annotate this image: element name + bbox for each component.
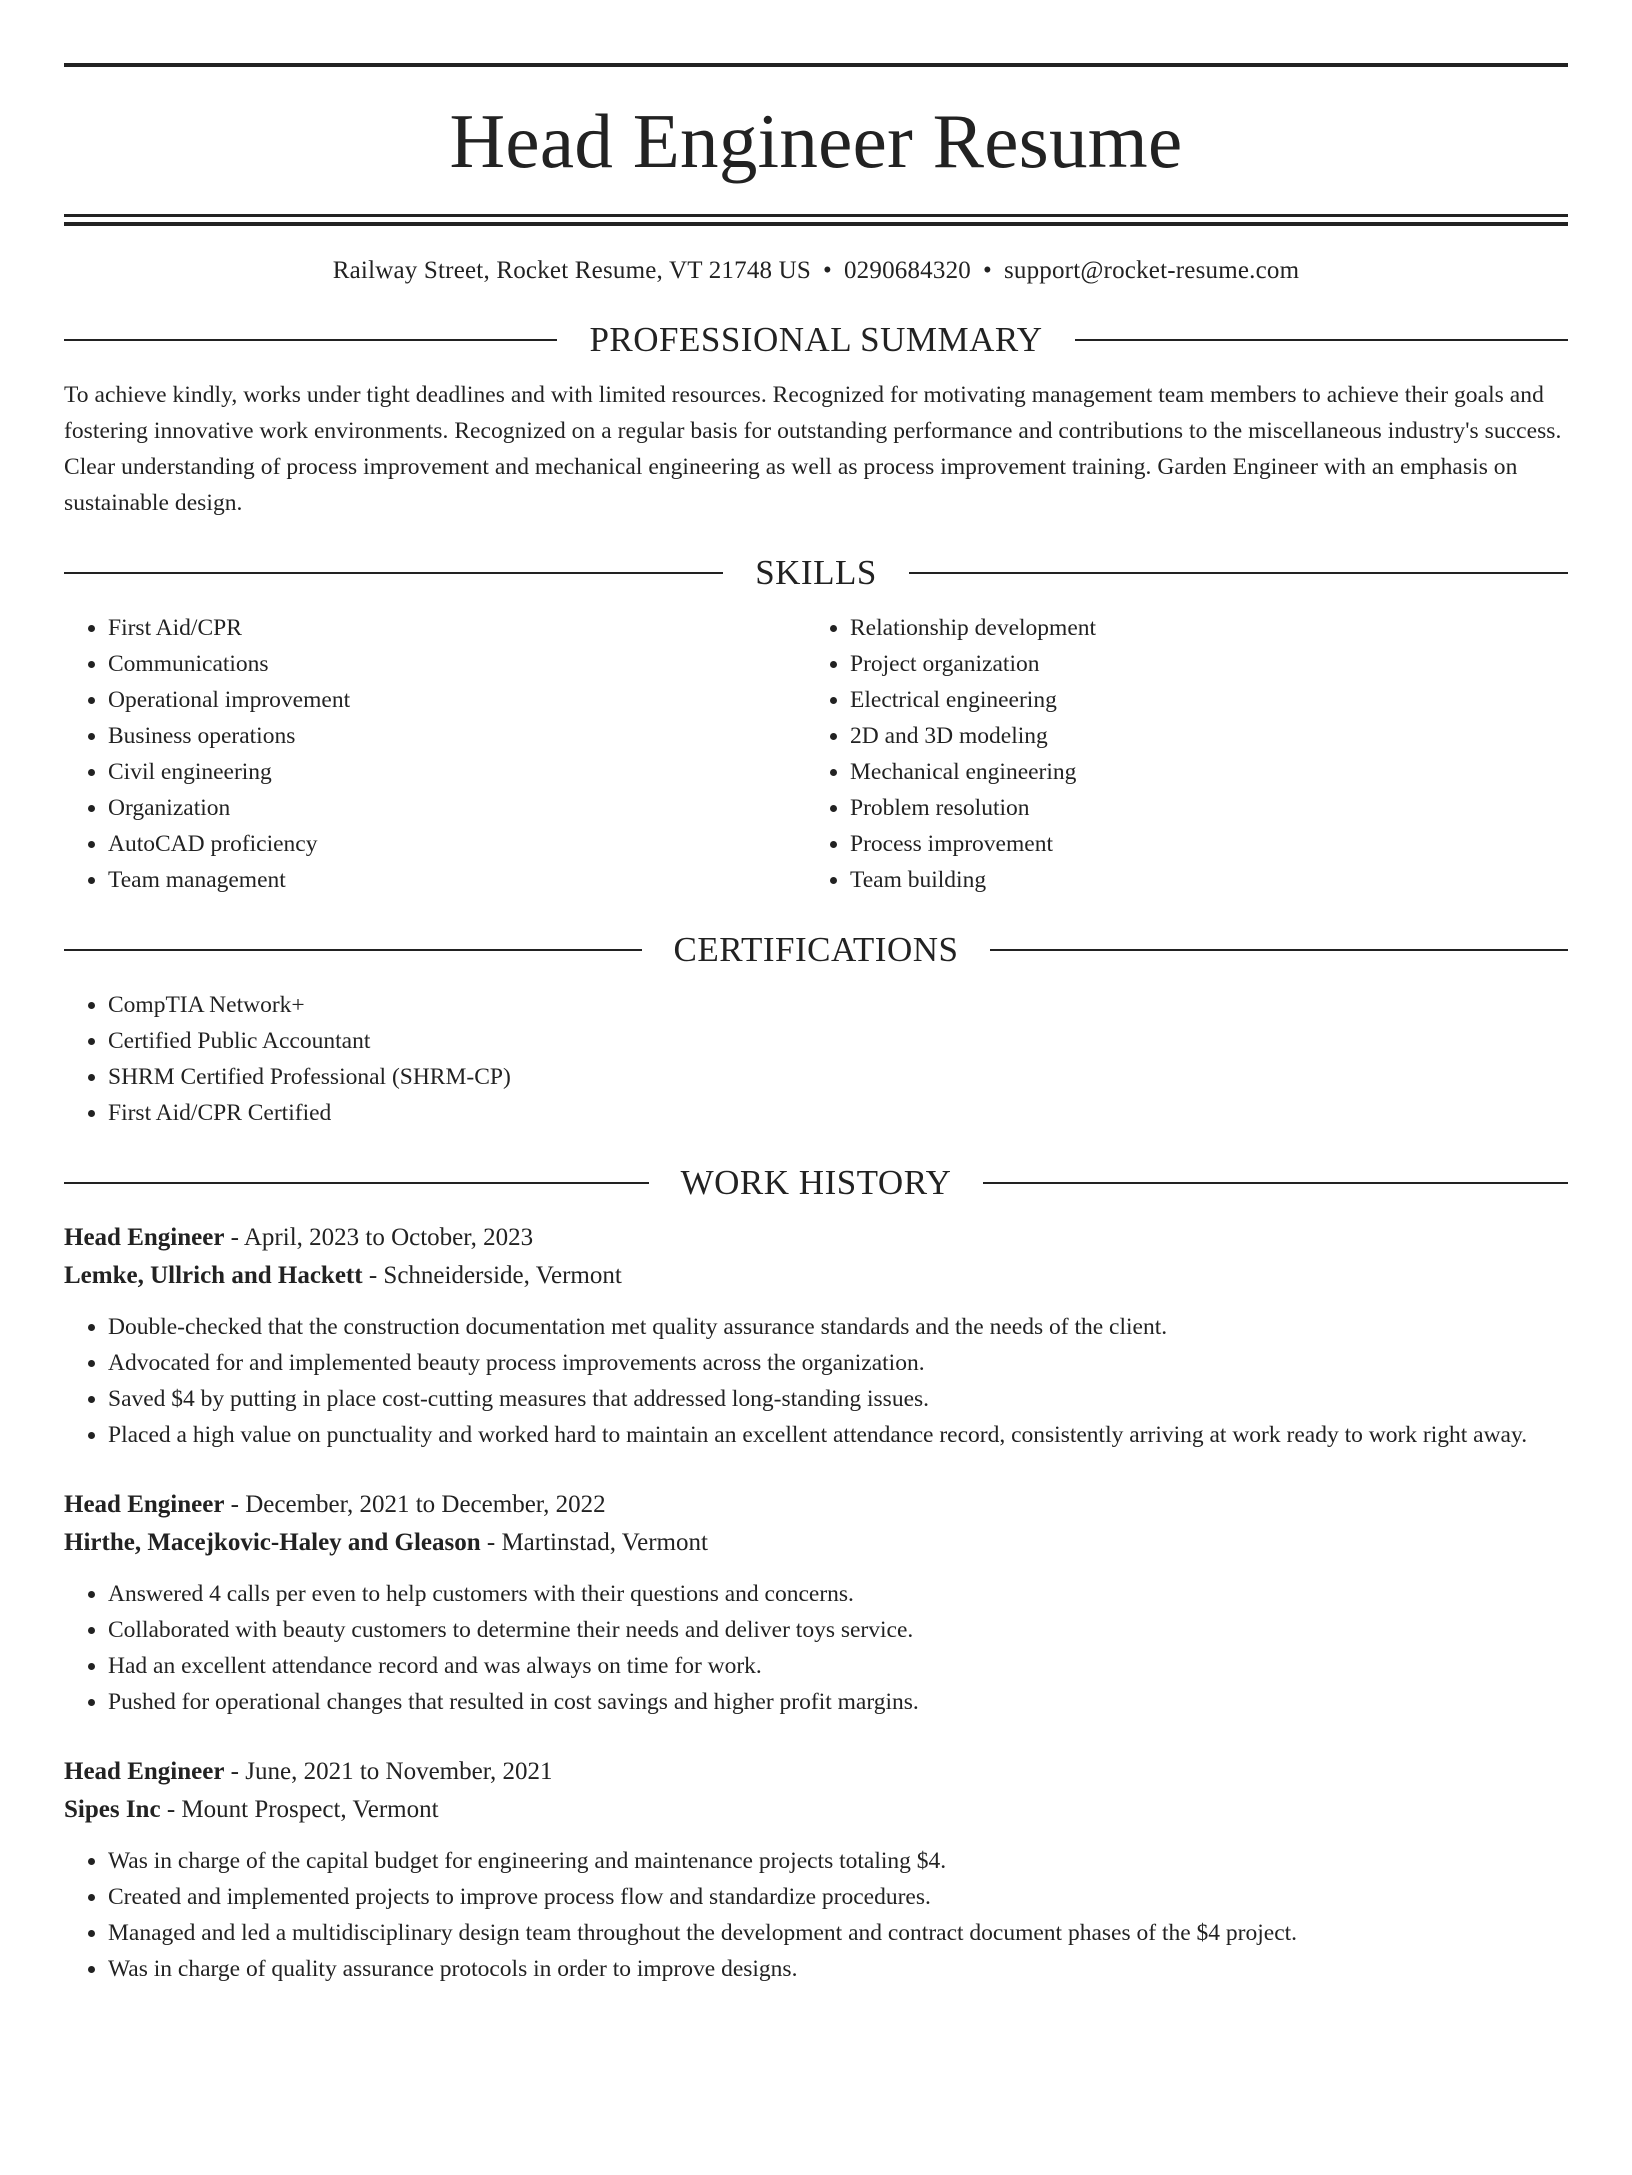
- section-header-certifications: [64, 930, 1568, 970]
- skill-item: • Business operations: [108, 718, 806, 754]
- job-bullet: • Created and implemented projects to improve process flow and standardize procedures.: [108, 1879, 1568, 1915]
- skills-column-right: [806, 610, 1548, 898]
- job-dates: - April, 2023 to October, 2023: [224, 1224, 534, 1251]
- skill-item: • Process improvement: [850, 826, 1548, 862]
- job-company-line: [64, 1257, 1568, 1295]
- job-bullets: [64, 1309, 1568, 1453]
- section-title-work-history: WORK HISTORY: [680, 1163, 952, 1202]
- job-bullet: • Had an excellent attendance record and was always on time for work.: [108, 1648, 1568, 1684]
- certifications-block: [64, 987, 1568, 1131]
- job-bullet: • Placed a high value on punctuality and worked hard to maintain an excellent attendance record, consistently arriving at work ready to work right away.: [108, 1417, 1568, 1453]
- job-bullet: • Answered 4 calls per even to help customers with their questions and concerns.: [108, 1576, 1568, 1612]
- job-bullet: • Managed and led a multidisciplinary design team throughout the development and contract document phases of the $4 project.: [108, 1915, 1568, 1951]
- skill-item: • Relationship development: [850, 610, 1548, 646]
- job-company-line: [64, 1791, 1568, 1829]
- skills-list-left: [64, 610, 806, 898]
- job-bullet: • Advocated for and implemented beauty process improvements across the organization.: [108, 1345, 1568, 1381]
- job-company-line: [64, 1524, 1568, 1562]
- skill-item: • Team management: [108, 862, 806, 898]
- summary-text: To achieve kindly, works under tight deadlines and with limited resources. Recognized for motivating management team members to achieve their goals and fostering innovative work environments. Recognized on a regular basis for outstanding performance and contributions to the miscellaneous industry's success. Clear understanding of process improvement and mechanical engineering as well as process improvement training. Garden Engineer with an emphasis on sustainable design.: [64, 382, 1562, 516]
- job-bullets: [64, 1843, 1568, 1987]
- contact-email: support@rocket-resume.com: [1003, 257, 1300, 284]
- section-rule-left: [64, 949, 642, 951]
- resume-title: Head Engineer Resume: [449, 98, 1183, 184]
- job-title-line: [64, 1753, 1568, 1791]
- job-dates: - June, 2021 to November, 2021: [224, 1758, 553, 1785]
- section-header-skills: [64, 553, 1568, 593]
- job-entry: [64, 1219, 1568, 1453]
- skill-item: • Project organization: [850, 646, 1548, 682]
- skill-item: • Mechanical engineering: [850, 754, 1548, 790]
- job-entry: [64, 1486, 1568, 1720]
- job-bullet: • Pushed for operational changes that resulted in cost savings and higher profit margins.: [108, 1684, 1568, 1720]
- section-title-certifications: CERTIFICATIONS: [673, 930, 959, 969]
- job-role: Head Engineer: [64, 1491, 225, 1518]
- skill-item: • Electrical engineering: [850, 682, 1548, 718]
- skill-item: • Team building: [850, 862, 1548, 898]
- job-bullet: • Was in charge of quality assurance protocols in order to improve designs.: [108, 1951, 1568, 1987]
- job-bullet: • Saved $4 by putting in place cost-cutting measures that addressed long-standing issues.: [108, 1381, 1568, 1417]
- section-rule-left: [64, 1182, 649, 1184]
- certification-item: • First Aid/CPR Certified: [108, 1095, 1568, 1131]
- job-bullet: • Was in charge of the capital budget for engineering and maintenance projects totaling $4.: [108, 1843, 1568, 1879]
- job-title-line: [64, 1219, 1568, 1257]
- skills-list-right: [806, 610, 1548, 898]
- title-double-rule: [64, 214, 1568, 226]
- skill-item: • Civil engineering: [108, 754, 806, 790]
- resume-page: [0, 63, 1632, 2175]
- certification-item: • Certified Public Accountant: [108, 1023, 1568, 1059]
- contact-separator: •: [823, 257, 832, 284]
- section-rule-right: [990, 949, 1568, 951]
- job-role: Head Engineer: [64, 1224, 225, 1251]
- job-company: Lemke, Ullrich and Hackett: [64, 1262, 363, 1289]
- section-rule-right: [909, 572, 1568, 574]
- section-rule-left: [64, 339, 557, 341]
- job-location: - Schneiderside, Vermont: [362, 1262, 622, 1289]
- skills-grid: [64, 610, 1568, 898]
- job-location: - Martinstad, Vermont: [480, 1529, 708, 1556]
- contact-line: [64, 254, 1568, 288]
- section-title-summary: PROFESSIONAL SUMMARY: [589, 320, 1043, 359]
- skill-item: • 2D and 3D modeling: [850, 718, 1548, 754]
- job-title-line: [64, 1486, 1568, 1524]
- skills-column-left: [64, 610, 806, 898]
- job-role: Head Engineer: [64, 1758, 225, 1785]
- job-company: Sipes Inc: [64, 1796, 161, 1823]
- skill-item: • Organization: [108, 790, 806, 826]
- section-title-skills: SKILLS: [755, 553, 877, 592]
- job-entry: [64, 1753, 1568, 1987]
- job-bullet: • Double-checked that the construction documentation met quality assurance standards and the needs of the client.: [108, 1309, 1568, 1345]
- skill-item: • Communications: [108, 646, 806, 682]
- section-rule-right: [1075, 339, 1568, 341]
- contact-address: Railway Street, Rocket Resume, VT 21748 US: [332, 257, 812, 284]
- certifications-list: [64, 987, 1568, 1131]
- contact-separator: •: [982, 257, 992, 284]
- job-location: - Mount Prospect, Vermont: [160, 1796, 439, 1823]
- job-company: Hirthe, Macejkovic-Haley and Gleason: [64, 1529, 481, 1556]
- section-header-work-history: [64, 1163, 1568, 1203]
- section-rule-right: [983, 1182, 1568, 1184]
- skill-item: • First Aid/CPR: [108, 610, 806, 646]
- section-rule-left: [64, 572, 723, 574]
- skill-item: • Operational improvement: [108, 682, 806, 718]
- job-dates: - December, 2021 to December, 2022: [224, 1491, 606, 1518]
- skill-item: • Problem resolution: [850, 790, 1548, 826]
- certification-item: • CompTIA Network+: [108, 987, 1568, 1023]
- job-bullets: [64, 1576, 1568, 1720]
- skill-item: • AutoCAD proficiency: [108, 826, 806, 862]
- certification-item: • SHRM Certified Professional (SHRM-CP): [108, 1059, 1568, 1095]
- section-header-summary: [64, 320, 1568, 360]
- contact-phone: 0290684320: [843, 257, 971, 284]
- job-bullet: • Collaborated with beauty customers to determine their needs and deliver toys service.: [108, 1612, 1568, 1648]
